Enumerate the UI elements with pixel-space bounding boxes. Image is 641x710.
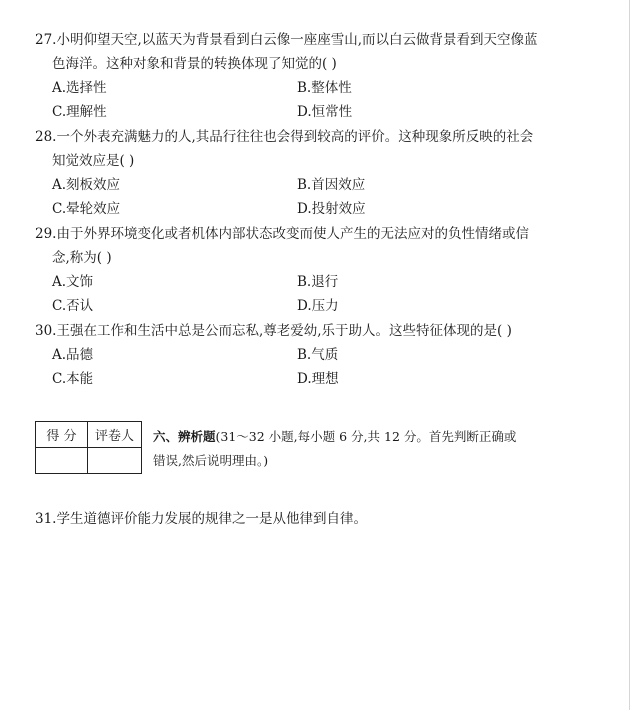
section6-title: 六、辨析题 bbox=[153, 429, 216, 444]
q28-option-c: C.晕轮效应 bbox=[52, 201, 121, 217]
q29-option-d: D.压力 bbox=[297, 298, 339, 314]
q28-stem-line1: 28.一个外表充满魅力的人,其品行往往也会得到较高的评价。这种现象所反映的社会 bbox=[35, 129, 534, 145]
score-cell bbox=[36, 448, 88, 474]
q27-option-a: A.选择性 bbox=[52, 80, 107, 96]
grader-cell bbox=[88, 448, 142, 474]
section6-heading bbox=[153, 428, 516, 446]
q28-option-a: A.刻板效应 bbox=[52, 177, 121, 193]
q29-option-a: A.文饰 bbox=[52, 274, 94, 290]
page-edge-divider bbox=[629, 0, 630, 710]
q30-option-a: A.品德 bbox=[52, 347, 94, 363]
grader-header: 评卷人 bbox=[88, 422, 142, 448]
q27-stem-line2: 色海洋。这种对象和背景的转换体现了知觉的( ) bbox=[52, 56, 337, 72]
q28-option-b: B.首因效应 bbox=[297, 177, 366, 193]
q30-stem: 30.王强在工作和生活中总是公而忘私,尊老爱幼,乐于助人。这些特征体现的是( ) bbox=[35, 323, 512, 339]
q28-stem-line2: 知觉效应是( ) bbox=[52, 153, 135, 169]
q27-option-c: C.理解性 bbox=[52, 104, 107, 120]
q27-option-b: B.整体性 bbox=[297, 80, 352, 96]
section6-desc-line2: 错误,然后说明理由。) bbox=[153, 453, 269, 468]
q29-stem-line2: 念,称为( ) bbox=[52, 250, 112, 266]
q30-option-b: B.气质 bbox=[297, 347, 339, 363]
q31-stem: 31.学生道德评价能力发展的规律之一是从他律到自律。 bbox=[35, 511, 367, 527]
q27-stem-line1: 27.小明仰望天空,以蓝天为背景看到白云像一座座雪山,而以白云做背景看到天空像蓝 bbox=[35, 32, 538, 48]
q30-option-d: D.理想 bbox=[297, 371, 339, 387]
section6-desc-line1: (31～32 小题,每小题 6 分,共 12 分。首先判断正确或 bbox=[215, 429, 517, 444]
q29-option-c: C.否认 bbox=[52, 298, 94, 314]
score-table bbox=[35, 421, 142, 474]
q29-option-b: B.退行 bbox=[297, 274, 339, 290]
q28-option-d: D.投射效应 bbox=[297, 201, 366, 217]
q29-stem-line1: 29.由于外界环境变化或者机体内部状态改变而使人产生的无法应对的负性情绪或信 bbox=[35, 226, 529, 242]
score-header: 得 分 bbox=[36, 422, 88, 448]
q27-option-d: D.恒常性 bbox=[297, 104, 353, 120]
q30-option-c: C.本能 bbox=[52, 371, 94, 387]
